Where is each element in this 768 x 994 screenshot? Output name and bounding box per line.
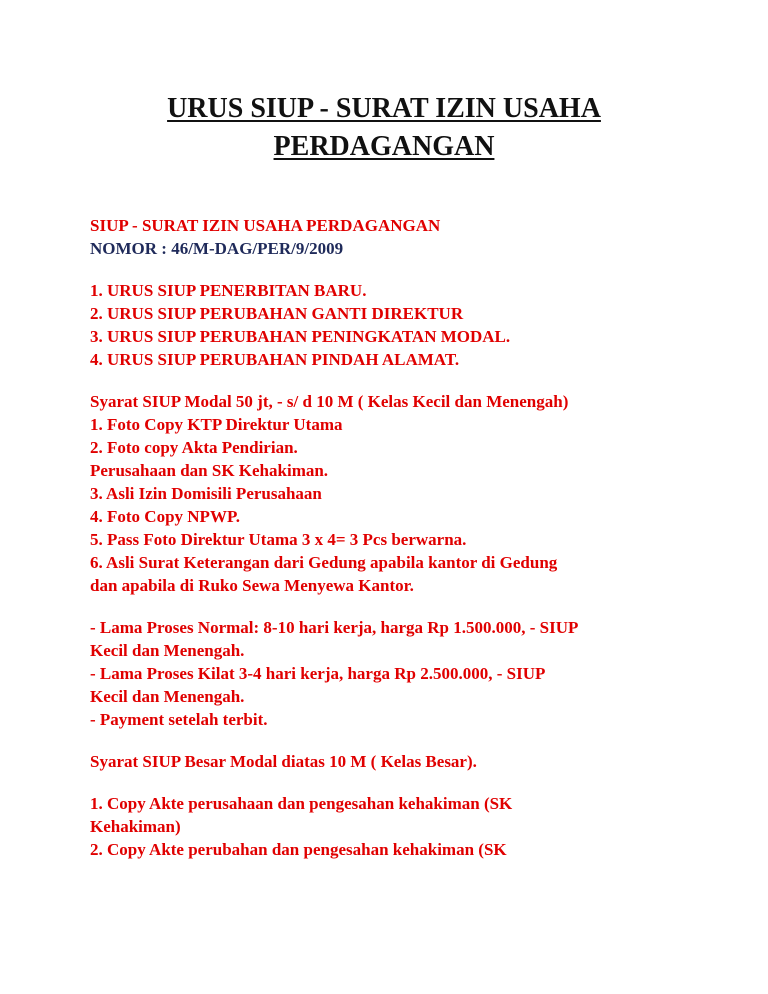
title-line-2: PERDAGANGAN bbox=[273, 131, 495, 162]
subject-line: SIUP - SURAT IZIN USAHA PERDAGANGAN bbox=[90, 216, 441, 235]
pricing-line: Kecil dan Menengah. bbox=[90, 687, 245, 706]
pricing-line: - Lama Proses Normal: 8-10 hari kerja, harga Rp 1.500.000, - SIUP bbox=[90, 618, 579, 637]
spacer bbox=[90, 731, 710, 750]
title-line-1: URUS SIUP - SURAT IZIN USAHA bbox=[167, 93, 601, 124]
spacer bbox=[90, 597, 710, 616]
header-block bbox=[90, 214, 710, 260]
document-body bbox=[90, 214, 710, 861]
pricing-line: Kecil dan Menengah. bbox=[90, 641, 245, 660]
list-item: 5. Pass Foto Direktur Utama 3 x 4= 3 Pcs berwarna. bbox=[90, 530, 467, 549]
list-item: 2. Foto copy Akta Pendirian. bbox=[90, 438, 298, 457]
pricing-block bbox=[90, 616, 710, 731]
list-item: 4. URUS SIUP PERUBAHAN PINDAH ALAMAT. bbox=[90, 350, 460, 369]
document-title bbox=[90, 90, 678, 166]
list-item: 2. Copy Akte perubahan dan pengesahan kehakiman (SK bbox=[90, 840, 507, 859]
spacer bbox=[90, 773, 710, 792]
list-item: 3. Asli Izin Domisili Perusahaan bbox=[90, 484, 322, 503]
spacer bbox=[90, 260, 710, 279]
list-item: 2. URUS SIUP PERUBAHAN GANTI DIREKTUR bbox=[90, 304, 464, 323]
pricing-line: - Lama Proses Kilat 3-4 hari kerja, harga Rp 2.500.000, - SIUP bbox=[90, 664, 546, 683]
list-item: Perusahaan dan SK Kehakiman. bbox=[90, 461, 329, 480]
list-item: 6. Asli Surat Keterangan dari Gedung apabila kantor di Gedung bbox=[90, 553, 558, 572]
list-item: 4. Foto Copy NPWP. bbox=[90, 507, 241, 526]
list-item: dan apabila di Ruko Sewa Menyewa Kantor. bbox=[90, 576, 414, 595]
services-list bbox=[90, 279, 710, 371]
requirements-heading: Syarat SIUP Modal 50 jt, - s/ d 10 M ( Kelas Kecil dan Menengah) bbox=[90, 392, 569, 411]
large-requirements bbox=[90, 792, 710, 861]
small-requirements bbox=[90, 390, 710, 597]
list-item: 3. URUS SIUP PERUBAHAN PENINGKATAN MODAL. bbox=[90, 327, 511, 346]
list-item: Kehakiman) bbox=[90, 817, 181, 836]
list-item: 1. URUS SIUP PENERBITAN BARU. bbox=[90, 281, 367, 300]
list-item: 1. Copy Akte perusahaan dan pengesahan kehakiman (SK bbox=[90, 794, 513, 813]
regulation-number: NOMOR : 46/M-DAG/PER/9/2009 bbox=[90, 239, 344, 258]
pricing-line: - Payment setelah terbit. bbox=[90, 710, 268, 729]
spacer bbox=[90, 371, 710, 390]
large-requirements-heading: Syarat SIUP Besar Modal diatas 10 M ( Kelas Besar). bbox=[90, 752, 477, 771]
list-item: 1. Foto Copy KTP Direktur Utama bbox=[90, 415, 343, 434]
